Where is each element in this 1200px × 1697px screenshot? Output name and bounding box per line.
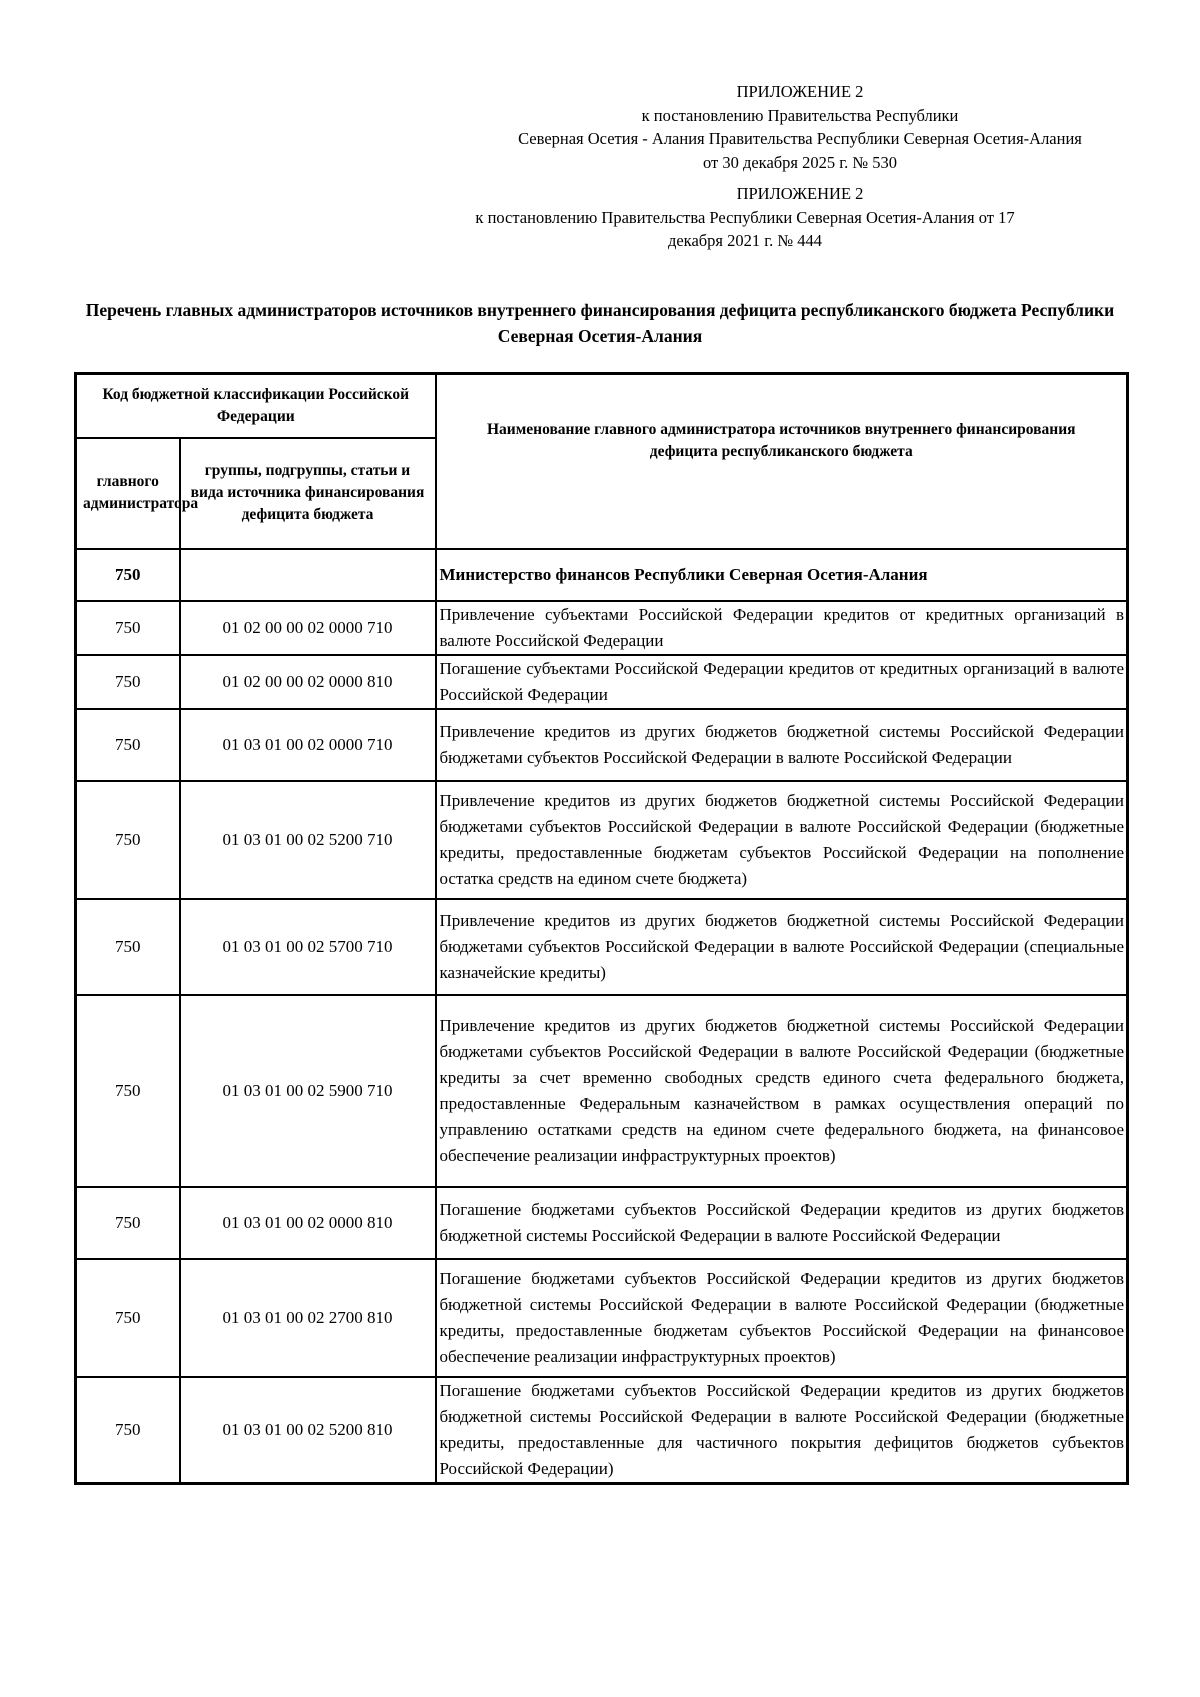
source-code-cell: 01 03 01 00 02 5900 710 xyxy=(180,995,436,1187)
administrator-name-cell: Министерство финансов Республики Северная Осетия-Алания xyxy=(436,549,1128,601)
source-code-cell: 01 03 01 00 02 0000 710 xyxy=(180,709,436,781)
source-code-cell: 01 02 00 00 02 0000 810 xyxy=(180,655,436,709)
administrators-table xyxy=(74,372,1129,1485)
admin-code-cell: 750 xyxy=(76,995,180,1187)
appendix-label: ПРИЛОЖЕНИЕ 2 xyxy=(736,82,864,101)
table-row xyxy=(76,899,1128,995)
table-row xyxy=(76,1259,1128,1377)
source-code-cell xyxy=(180,549,436,601)
administrator-name-cell: Привлечение кредитов из других бюджетов бюджетной системы Российской Федерации бюджетами субъектов Российской Федерации в валюте Российской Федерации (бюджетные кредиты за счет временно свободных средств единого счета федерального бюджета, предоставленные Федеральным казначейством в рамках осуществления операций по управлению остатками средств на едином счете федерального бюджета, на финансовое обеспечение реализации инфраструктурных проектов) xyxy=(436,995,1128,1187)
table-row xyxy=(76,995,1128,1187)
administrator-name-cell: Привлечение кредитов из других бюджетов бюджетной системы Российской Федерации бюджетами субъектов Российской Федерации в валюте Российской Федерации xyxy=(436,709,1128,781)
source-code-cell: 01 03 01 00 02 5200 810 xyxy=(180,1377,436,1484)
table-row xyxy=(76,549,1128,601)
table-row xyxy=(76,655,1128,709)
admin-code-cell: 750 xyxy=(76,899,180,995)
code-group-header: Код бюджетной классификации Российской Федерации xyxy=(76,374,436,438)
administrator-name-cell: Погашение бюджетами субъектов Российской Федерации кредитов из других бюджетов бюджетной системы Российской Федерации в валюте Российской Федерации (бюджетные кредиты, предоставленные бюджетам субъектов Российской Федерации на финансовое обеспечение реализации инфраструктурных проектов) xyxy=(436,1259,1128,1377)
appendix-header-original xyxy=(460,182,1140,253)
administrator-name-cell: Погашение бюджетами субъектов Российской Федерации кредитов из других бюджетов бюджетной системы Российской Федерации в валюте Российской Федерации xyxy=(436,1187,1128,1259)
resolution-date: от 30 декабря 2025 г. № 530 xyxy=(702,152,898,172)
administrator-name-cell: Привлечение субъектами Российской Федерации кредитов от кредитных организаций в валюте Российской Федерации xyxy=(436,601,1128,655)
table-row xyxy=(76,709,1128,781)
name-column-header: Наименование главного администратора источников внутреннего финансирования дефицита республиканского бюджета xyxy=(436,374,1128,549)
administrator-name-cell: Погашение субъектами Российской Федерации кредитов от кредитных организаций в валюте Российской Федерации xyxy=(436,655,1128,709)
admin-code-cell: 750 xyxy=(76,1259,180,1377)
source-code-cell: 01 02 00 00 02 0000 710 xyxy=(180,601,436,655)
administrator-name-cell: Привлечение кредитов из других бюджетов бюджетной системы Российской Федерации бюджетами субъектов Российской Федерации в валюте Российской Федерации (бюджетные кредиты, предоставленные бюджетам субъектов Российской Федерации на пополнение остатка средств на едином счете бюджета) xyxy=(436,781,1128,899)
source-code-cell: 01 03 01 00 02 2700 810 xyxy=(180,1259,436,1377)
page-title: Перечень главных администраторов источников внутреннего финансирования дефицита республиканского бюджета Республики Северная Осетия-Алания xyxy=(85,300,1115,346)
admin-code-cell: 750 xyxy=(76,549,180,601)
source-code-cell: 01 03 01 00 02 0000 810 xyxy=(180,1187,436,1259)
admin-code-cell: 750 xyxy=(76,601,180,655)
administrator-name-cell: Привлечение кредитов из других бюджетов бюджетной системы Российской Федерации бюджетами субъектов Российской Федерации в валюте Российской Федерации (специальные казначейские кредиты) xyxy=(436,899,1128,995)
source-column-header: группы, подгруппы, статьи и вида источника финансирования дефицита бюджета xyxy=(180,438,436,549)
table-row xyxy=(76,781,1128,899)
table-row xyxy=(76,1377,1128,1484)
administrator-name-cell: Погашение бюджетами субъектов Российской Федерации кредитов из других бюджетов бюджетной системы Российской Федерации в валюте Российской Федерации (бюджетные кредиты, предоставленные для частичного покрытия дефицитов бюджетов субъектов Российской Федерации) xyxy=(436,1377,1128,1484)
table-row xyxy=(76,1187,1128,1259)
table-row xyxy=(76,601,1128,655)
admin-code-cell: 750 xyxy=(76,781,180,899)
resolution-reference: к постановлению Правительства Республики xyxy=(641,105,959,125)
admin-code-cell: 750 xyxy=(76,1377,180,1484)
admin-code-cell: 750 xyxy=(76,709,180,781)
admin-code-cell: 750 xyxy=(76,1187,180,1259)
appendix-header-current xyxy=(460,80,1140,174)
admin-code-cell: 750 xyxy=(76,655,180,709)
appendix-label: ПРИЛОЖЕНИЕ 2 xyxy=(736,184,864,203)
source-code-cell: 01 03 01 00 02 5200 710 xyxy=(180,781,436,899)
original-resolution-reference: к постановлению Правительства Республики Северная Осетия-Алания от 17 декабря 2021 г. № 444 xyxy=(475,207,1015,250)
admin-column-header: главного администратора xyxy=(76,438,180,549)
source-code-cell: 01 03 01 00 02 5700 710 xyxy=(180,899,436,995)
government-name: Северная Осетия - Алания Правительства Республики Северная Осетия-Алания xyxy=(518,129,1082,148)
